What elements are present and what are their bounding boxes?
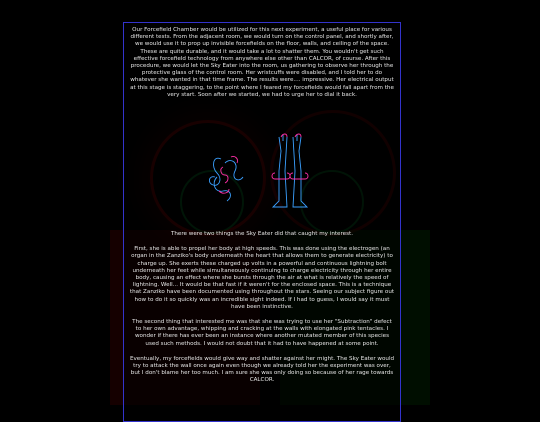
illustration bbox=[129, 107, 395, 219]
sky-eater-sketch bbox=[129, 107, 397, 219]
intro-paragraph: Our Forcefield Chamber would be utilized for this next experiment, a useful place for various different tests. From the adjacent room, we would turn on the control panel, and shortly after, we would use it to prop up invisible forcefields on the floor, walls, and ceiling of the space. These are quite durable, and it would take a lot to shatter them. You wouldn't get such effective forcefield technology from anywhere else other than CALCOR, of course. After this procedure, we would let the Sky Eater into the room, us gathering to observe her through the protective glass of the control room. Her wristcuffs were disabled, and I told her to do whatever she wanted in that time frame. The results were.... impressive. Her electrical output at this stage is staggering, to the point where I feared my forcefields would fall apart from the very start. Soon after we started, we had to urge her to dial it back. bbox=[130, 27, 394, 98]
closing-paragraph: Eventually, my forcefields would give way and shatter against her might. The Sky Eater would try to attack the wall once again even though we already told her the experiment was over, but I don't blame her too much. I am sure she was only doing so because of her rage towards CALCOR. bbox=[129, 355, 395, 384]
story-panel bbox=[123, 22, 401, 422]
second-observation-paragraph: The second thing that interested me was that she was trying to use her "Subtraction" defect to her own advantage, whipping and cracking at the walls with elongated pink tentacles. I wonder if there has ever been an instance where another mutated member of this species used such methods. I would not doubt that it had to have happened at some point. bbox=[132, 319, 392, 347]
first-observation-paragraph: First, she is able to propel her body at high speeds. This was done using the electrogen (an organ in the Zanziko's body underneath the heart that allows them to generate electricity) to charge up. She exerts these charged up volts in a powerful and continuous lightning bolt underneath her feet while simultaneously continuing to charge electricity through her entire body, causing an effect where she bursts through the air at what is relatively the speed of lightning. Well... It would be that fast if it weren't for the enclosed space. This is a technique that Zanziko have been documented using throughout the stars. Seeing our subject figure out how to do it so quickly was an incredible sight indeed. If I had to guess, I would say it must have been instinctive. bbox=[129, 246, 395, 310]
transition-paragraph: There were two things the Sky Eater did that caught my interest. bbox=[170, 231, 354, 238]
